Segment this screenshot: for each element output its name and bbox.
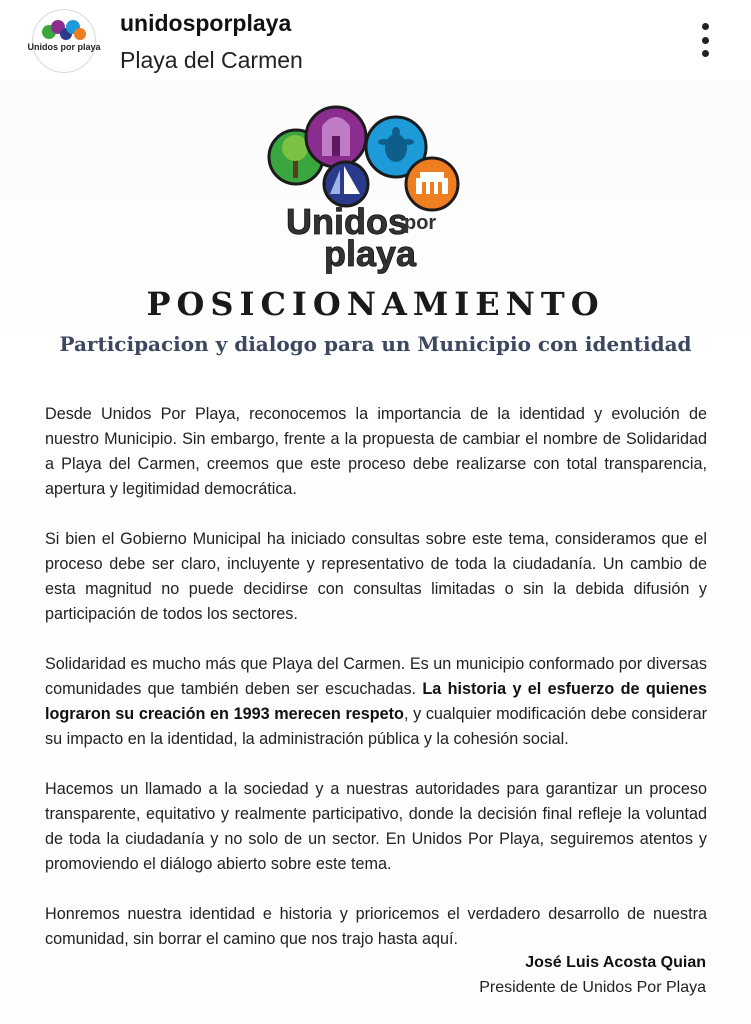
- avatar-label: Unidos por playa: [27, 42, 101, 52]
- paragraph-5: Honremos nuestra identidad e historia y prioricemos el verdadero desarrollo de nuestra comunidad, sin borrar el camino que nos trajo hasta aquí.: [45, 905, 707, 948]
- post-title: POSICIONAMIENTO: [146, 285, 605, 323]
- signature-block: [479, 950, 706, 1000]
- dot-icon: [702, 50, 709, 57]
- post-subtitle: Participacion y dialogo para un Municipio con identidad: [59, 332, 692, 356]
- signature-name: José Luis Acosta Quian: [525, 954, 706, 971]
- profile-avatar[interactable]: [27, 9, 101, 73]
- avatar-logo-icon: [27, 10, 101, 72]
- post-header: [0, 0, 751, 80]
- signature-role: Presidente de Unidos Por Playa: [479, 979, 706, 996]
- logo-word-playa: playa: [324, 233, 417, 274]
- paragraph-3-start: Solidaridad es mucho más que Playa del Carmen. Es un municipio conformado por diversas comunidades que también deben ser escuchadas.: [45, 655, 707, 698]
- paragraph-3-bold: La historia y el esfuerzo de quienes lograron su creación en 1993 merecen respeto: [45, 680, 707, 723]
- post-image[interactable]: [0, 80, 751, 1024]
- dot-icon: [702, 37, 709, 44]
- unidos-por-playa-logo: [264, 102, 474, 272]
- logo-word-por: por: [404, 212, 437, 234]
- more-options-icon[interactable]: [688, 18, 722, 62]
- logo-graphic-icon: [264, 102, 474, 272]
- logo-word-unidos: Unidos: [286, 201, 408, 242]
- paragraph-4: Hacemos un llamado a la sociedad y a nuestras autoridades para garantizar un proceso transparente, equitativo y realmente participativo, donde la decisión final refleje la voluntad de toda la ciudadanía y no solo de un sector. En Unidos Por Playa, seguiremos atentos y promoviendo el diálogo abierto sobre este tema.: [45, 780, 707, 873]
- location-link[interactable]: Playa del Carmen: [120, 47, 303, 73]
- paragraph-1: Desde Unidos Por Playa, reconocemos la importancia de la identidad y evolución de nuestro Municipio. Sin embargo, frente a la propuesta de cambiar el nombre de Solidaridad a Playa del Carmen, creemos que este proceso debe realizarse con total transparencia, apertura y legitimidad democrática.: [45, 405, 707, 498]
- paragraph-2: Si bien el Gobierno Municipal ha iniciado consultas sobre este tema, consideramos que el proceso debe ser claro, incluyente y representativo de toda la ciudadanía. Un cambio de esta magnitud no puede decidirse con consultas limitadas o sin la debida difusión y participación de todos los sectores.: [45, 530, 707, 623]
- paragraph-3: [45, 652, 707, 752]
- dot-icon: [702, 23, 709, 30]
- paragraph-3-end: , y cualquier modificación debe considerar su impacto en la identidad, la administración pública y la cohesión social.: [45, 705, 708, 748]
- username[interactable]: unidosporplaya: [120, 10, 292, 36]
- post-body: [45, 402, 707, 977]
